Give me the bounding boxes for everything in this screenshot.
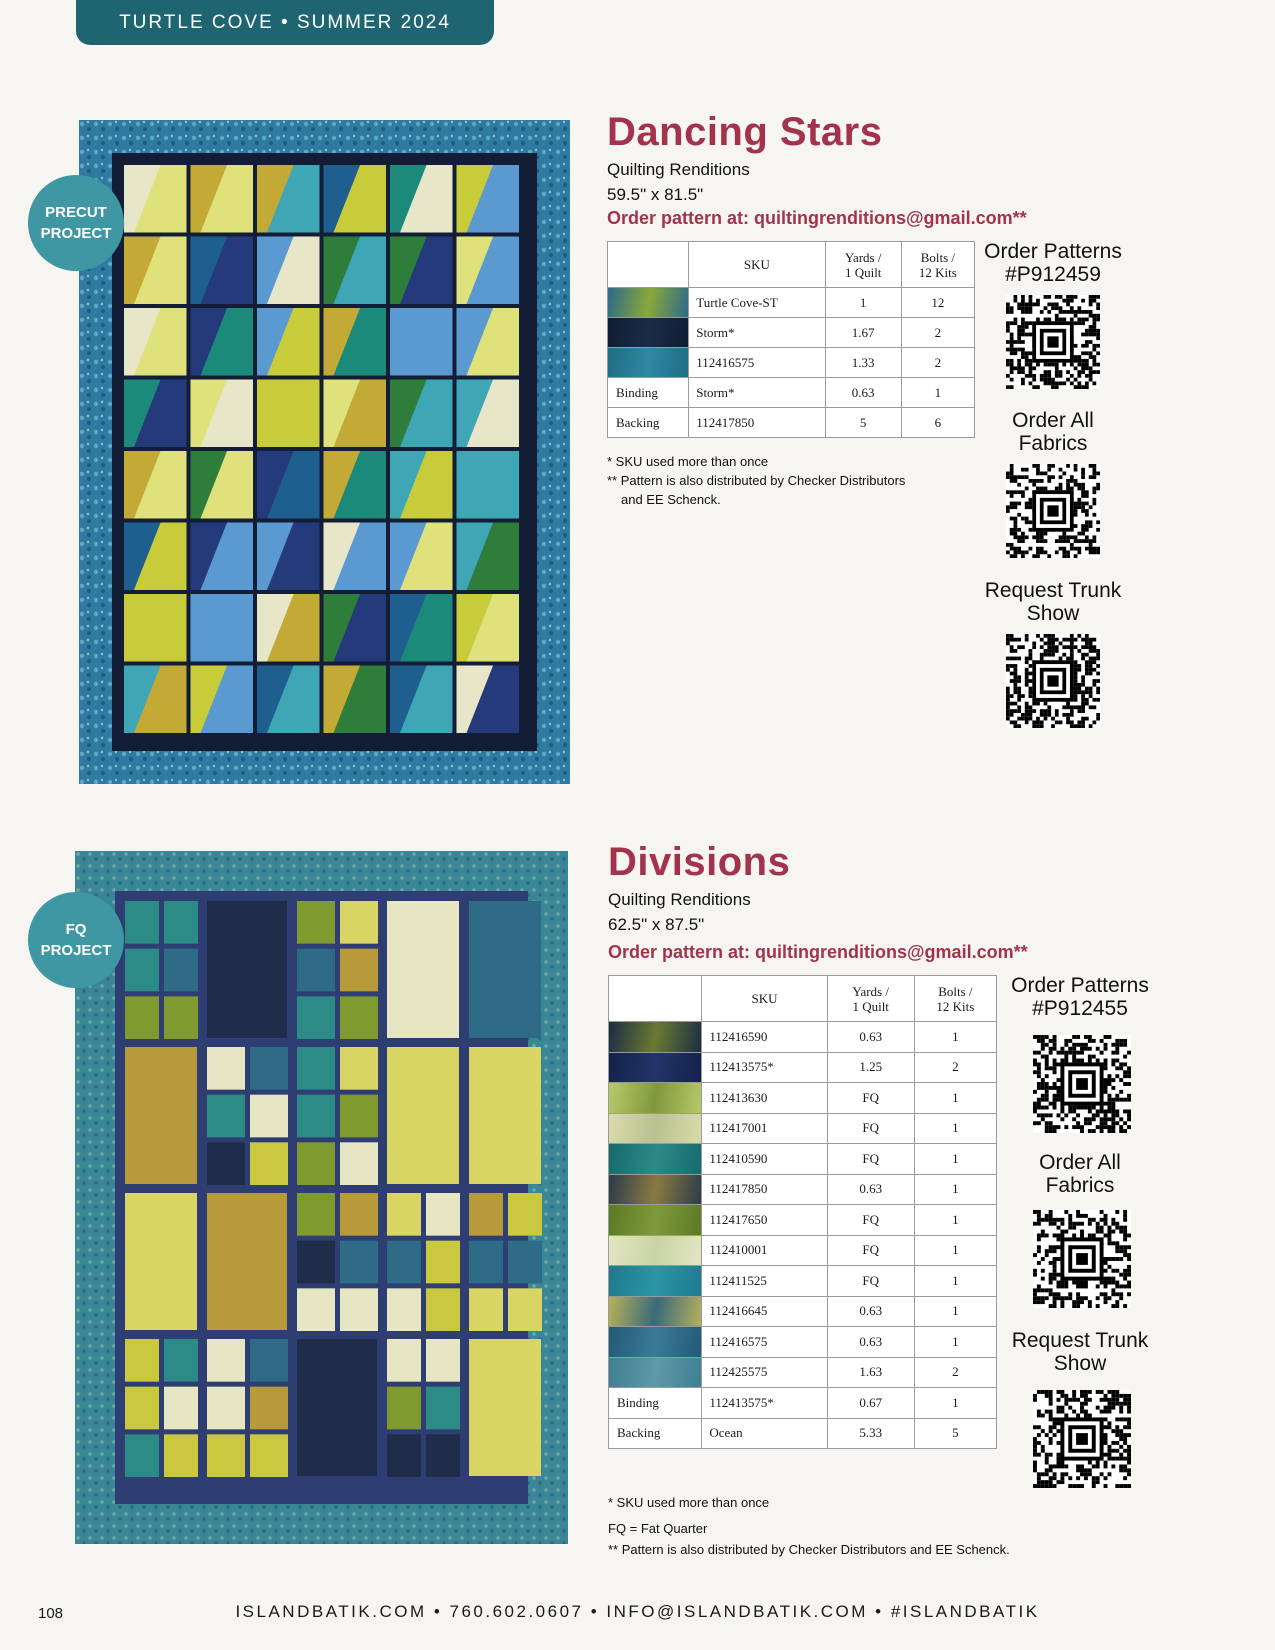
bolts-cell: 1 (914, 1327, 996, 1358)
fabric-swatch (609, 1113, 702, 1144)
bolts-cell: 1 (914, 1296, 996, 1327)
sku-cell: Storm* (689, 378, 825, 408)
bolts-cell: 2 (901, 348, 974, 378)
fabric-swatch (609, 1296, 702, 1327)
yards-cell: 0.63 (825, 378, 901, 408)
note-distribution-cont: and EE Schenck. (621, 492, 721, 507)
sku-cell: 112413630 (702, 1083, 827, 1114)
table-row (609, 1144, 997, 1175)
project-title: Divisions (608, 840, 791, 884)
bolts-cell: 2 (914, 1052, 996, 1083)
header-tab (76, 0, 494, 45)
order-email-link[interactable]: Order pattern at: quiltingrenditions@gmail.com** (608, 942, 1028, 962)
qr-label-order-fabrics: Order All Fabrics (1039, 1151, 1121, 1197)
sku-header: SKU (689, 242, 825, 288)
yards-cell: 1 (825, 288, 901, 318)
table-row (609, 1296, 997, 1327)
sku-cell: 112413575* (702, 1052, 827, 1083)
bolts-header: Bolts / 12 Kits (901, 242, 974, 288)
yards-header: Yards / 1 Quilt (825, 242, 901, 288)
sku-cell: 112413575* (702, 1388, 827, 1419)
fabric-table (607, 241, 975, 438)
fabric-swatch (609, 1052, 702, 1083)
project-title: Dancing Stars (607, 110, 883, 154)
table-row (609, 1327, 997, 1358)
yards-cell: FQ (827, 1266, 914, 1297)
sku-cell: 112416590 (702, 1022, 827, 1053)
fabric-swatch (609, 1083, 702, 1114)
qr-code-order-patterns[interactable] (1006, 295, 1100, 389)
bolts-cell: 2 (914, 1357, 996, 1388)
qr-code-trunk-show[interactable] (1033, 1390, 1131, 1488)
fq-project-badge (33, 897, 119, 983)
sku-cell: 112417650 (702, 1205, 827, 1236)
yards-cell: FQ (827, 1144, 914, 1175)
bolts-header: Bolts / 12 Kits (914, 976, 996, 1022)
yards-cell: 1.25 (827, 1052, 914, 1083)
yards-cell: 0.63 (827, 1022, 914, 1053)
table-row (608, 288, 975, 318)
sku-cell: 112416645 (702, 1296, 827, 1327)
fabric-swatch (609, 1144, 702, 1175)
sku-header: SKU (702, 976, 827, 1022)
bolts-cell: 5 (914, 1418, 996, 1449)
footnotes (608, 1487, 1010, 1560)
bolts-cell: 6 (901, 408, 974, 438)
fabric-swatch (608, 348, 689, 378)
row-label: Binding (608, 378, 689, 408)
quilt-size: 62.5" x 87.5" (608, 915, 705, 934)
note-fq: FQ = Fat Quarter (608, 1521, 708, 1536)
fabric-table (608, 975, 997, 1449)
order-email-link[interactable]: Order pattern at: quiltingrenditions@gmail.com** (607, 208, 1027, 228)
table-row (609, 1052, 997, 1083)
sku-cell: 112425575 (702, 1357, 827, 1388)
yards-cell: 0.63 (827, 1174, 914, 1205)
sku-cell: 112411525 (702, 1266, 827, 1297)
table-row (608, 408, 975, 438)
qr-label-trunk-show: Request Trunk Show (984, 579, 1122, 625)
table-row (609, 1357, 997, 1388)
yards-cell: FQ (827, 1205, 914, 1236)
fabric-swatch (609, 1022, 702, 1053)
quilt-size: 59.5" x 81.5" (607, 185, 704, 204)
bolts-cell: 12 (901, 288, 974, 318)
bolts-cell: 1 (914, 1174, 996, 1205)
table-row (608, 318, 975, 348)
footer-contact: ISLANDBATIK.COM • 760.602.0607 • INFO@ISLANDBATIK.COM • #ISLANDBATIK (235, 1602, 1040, 1621)
row-label: Backing (609, 1418, 702, 1449)
bolts-cell: 1 (914, 1235, 996, 1266)
yards-cell: 1.33 (825, 348, 901, 378)
yards-cell: 1.67 (825, 318, 901, 348)
yards-cell: FQ (827, 1083, 914, 1114)
yards-cell: 1.63 (827, 1357, 914, 1388)
note-sku-repeat: * SKU used more than once (608, 1495, 770, 1510)
fabric-swatch (608, 288, 689, 318)
bolts-cell: 1 (914, 1113, 996, 1144)
bolts-cell: 1 (901, 378, 974, 408)
sku-cell: 112417850 (689, 408, 825, 438)
bolts-cell: 1 (914, 1144, 996, 1175)
precut-project-badge (33, 180, 119, 266)
sku-cell: Ocean (702, 1418, 827, 1449)
bolts-cell: 2 (901, 318, 974, 348)
qr-label-order-fabrics: Order All Fabrics (1012, 409, 1094, 455)
badge-line-2: PROJECT (40, 225, 112, 242)
sku-cell: 112416575 (689, 348, 825, 378)
table-row (609, 1083, 997, 1114)
yards-header: Yards / 1 Quilt (827, 976, 914, 1022)
table-row (609, 1022, 997, 1053)
note-distribution: ** Pattern is also distributed by Checker Distributors and EE Schenck. (608, 1542, 1010, 1557)
table-row (609, 1174, 997, 1205)
yards-cell: 0.63 (827, 1296, 914, 1327)
fabric-swatch (609, 1174, 702, 1205)
sku-cell: 112410001 (702, 1235, 827, 1266)
badge-line-1: FQ (65, 921, 87, 938)
page-number: 108 (38, 1605, 64, 1622)
bolts-cell: 1 (914, 1266, 996, 1297)
qr-code-order-fabrics[interactable] (1006, 464, 1100, 558)
fabric-swatch (609, 1235, 702, 1266)
bolts-cell: 1 (914, 1205, 996, 1236)
row-label: Backing (608, 408, 689, 438)
table-row (609, 1113, 997, 1144)
qr-label-order-patterns: Order Patterns #P912455 (1011, 974, 1149, 1020)
row-label: Binding (609, 1388, 702, 1419)
designer-name: Quilting Renditions (607, 160, 750, 179)
table-row (608, 348, 975, 378)
dancing-stars-quilt-image (79, 120, 570, 784)
fabric-swatch (608, 318, 689, 348)
yards-cell: 5 (825, 408, 901, 438)
sku-cell: 112410590 (702, 1144, 827, 1175)
sku-cell: 112416575 (702, 1327, 827, 1358)
fabric-swatch (609, 1327, 702, 1358)
table-row (608, 378, 975, 408)
table-row (609, 1388, 997, 1419)
sku-cell: Storm* (689, 318, 825, 348)
yards-cell: FQ (827, 1113, 914, 1144)
badge-line-2: PROJECT (40, 942, 112, 959)
table-row (609, 1205, 997, 1236)
designer-name: Quilting Renditions (608, 890, 751, 909)
note-distribution: ** Pattern is also distributed by Checker Distributors (607, 473, 906, 488)
sku-cell: 112417001 (702, 1113, 827, 1144)
note-sku-repeat: * SKU used more than once (607, 454, 769, 469)
yards-cell: FQ (827, 1235, 914, 1266)
qr-code-order-fabrics[interactable] (1033, 1210, 1131, 1308)
bolts-cell: 1 (914, 1022, 996, 1053)
qr-label-order-patterns: Order Patterns #P912459 (984, 240, 1122, 286)
table-row (609, 1418, 997, 1449)
bolts-cell: 1 (914, 1388, 996, 1419)
yards-cell: 0.67 (827, 1388, 914, 1419)
table-row (609, 1235, 997, 1266)
fabric-swatch (609, 1357, 702, 1388)
swatch-header (608, 242, 689, 288)
table-row (609, 1266, 997, 1297)
sku-cell: 112417850 (702, 1174, 827, 1205)
divisions-quilt-image (75, 851, 568, 1544)
swatch-header (609, 976, 702, 1022)
bolts-cell: 1 (914, 1083, 996, 1114)
qr-code-trunk-show[interactable] (1006, 634, 1100, 728)
fabric-swatch (609, 1205, 702, 1236)
badge-line-1: PRECUT (45, 204, 107, 221)
yards-cell: 5.33 (827, 1418, 914, 1449)
qr-code-order-patterns[interactable] (1033, 1035, 1131, 1133)
fabric-swatch (609, 1266, 702, 1297)
header-title: TURTLE COVE • SUMMER 2024 (119, 11, 451, 33)
sku-cell: Turtle Cove-ST (689, 288, 825, 318)
footnotes (607, 452, 905, 509)
qr-label-trunk-show: Request Trunk Show (1011, 1329, 1149, 1375)
yards-cell: 0.63 (827, 1327, 914, 1358)
